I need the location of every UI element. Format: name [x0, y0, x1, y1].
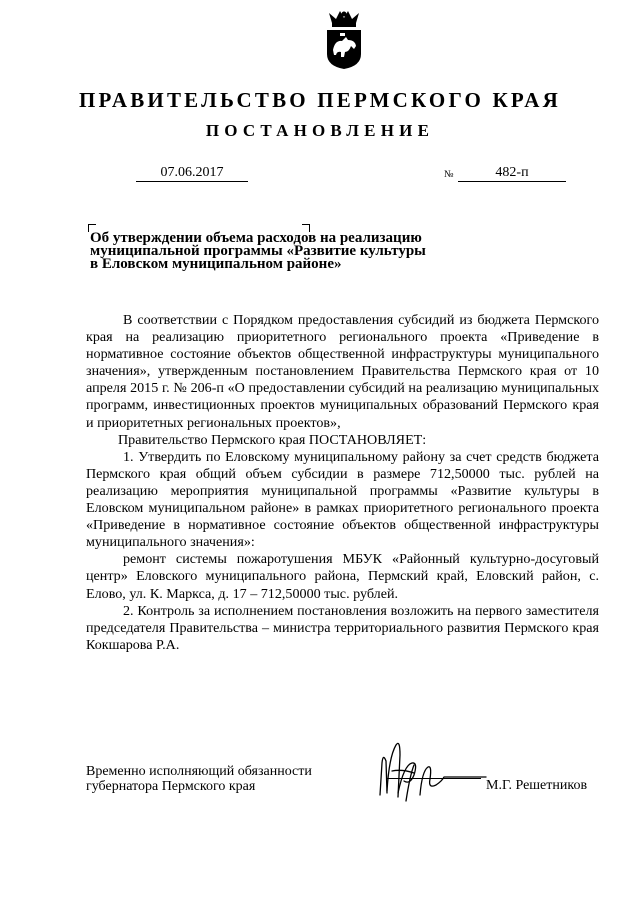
document-type: ПОСТАНОВЛЕНИЕ	[205, 121, 435, 140]
document-number: 482-п	[458, 164, 566, 182]
handwritten-signature	[362, 735, 487, 803]
subject-line: Об утверждении объема расходов на реализацию	[90, 230, 422, 246]
paragraph-item-2: 2. Контроль за исполнением постановления возложить на первого заместителя председателя Правительства – министра территориального развития Пермского края Кокшарова Р.А.	[86, 602, 599, 653]
signer-name: М.Г. Решетников	[486, 778, 588, 793]
subject-line: муниципальной программы «Развитие культуры	[90, 243, 426, 259]
perm-krai-coat-of-arms-icon	[325, 10, 363, 70]
signer-position-line: Временно исполняющий обязанности	[86, 764, 312, 779]
paragraph-preamble: В соответствии с Порядком предоставления субсидий из бюджета Пермского края на реализацию приоритетного регионального проекта «Приведение в нормативное состояние объектов общественной инфраструктуры муниципального значения», утвержденным постановлением Правительства Пермского края от 10 апреля 2015 г. № 206-п «О предоставлении субсидий на реализацию муниципальных программ, инвестиционных проектов муниципальных образований Пермского края и приоритетных региональных проектов»,	[86, 312, 599, 431]
document-body	[86, 312, 599, 654]
government-title: ПРАВИТЕЛЬСТВО ПЕРМСКОГО КРАЯ	[78, 88, 561, 112]
document-date: 07.06.2017	[136, 164, 248, 182]
paragraph-repair-object: ремонт системы пожаротушения МБУК «Районный культурно-досуговый центр» Еловского муниципального района, Пермский край, Еловский район, с. Елово, ул. К. Маркса, д. 17 – 712,50000 тыс. рублей.	[86, 551, 599, 602]
signer-position-line: губернатора Пермского края	[86, 779, 256, 794]
paragraph-resolves: Правительство Пермского края ПОСТАНОВЛЯЕТ:	[118, 431, 427, 448]
signature-line	[386, 778, 481, 779]
document-subject	[90, 232, 450, 271]
paragraph-item-1: 1. Утвердить по Еловскому муниципальному району за счет средств бюджета Пермского края общий объем субсидии в размере 712,50000 тыс. рублей на реализацию мероприятия муниципальной программы «Развитие культуры в Еловском муниципальном районе» в рамках приоритетного регионального проекта «Приведение в нормативное состояние объектов общественной инфраструктуры муниципального значения»:	[86, 448, 599, 551]
number-sign: №	[444, 169, 454, 180]
signer-position	[86, 764, 312, 794]
subject-line: в Еловском муниципальном районе»	[90, 256, 342, 272]
